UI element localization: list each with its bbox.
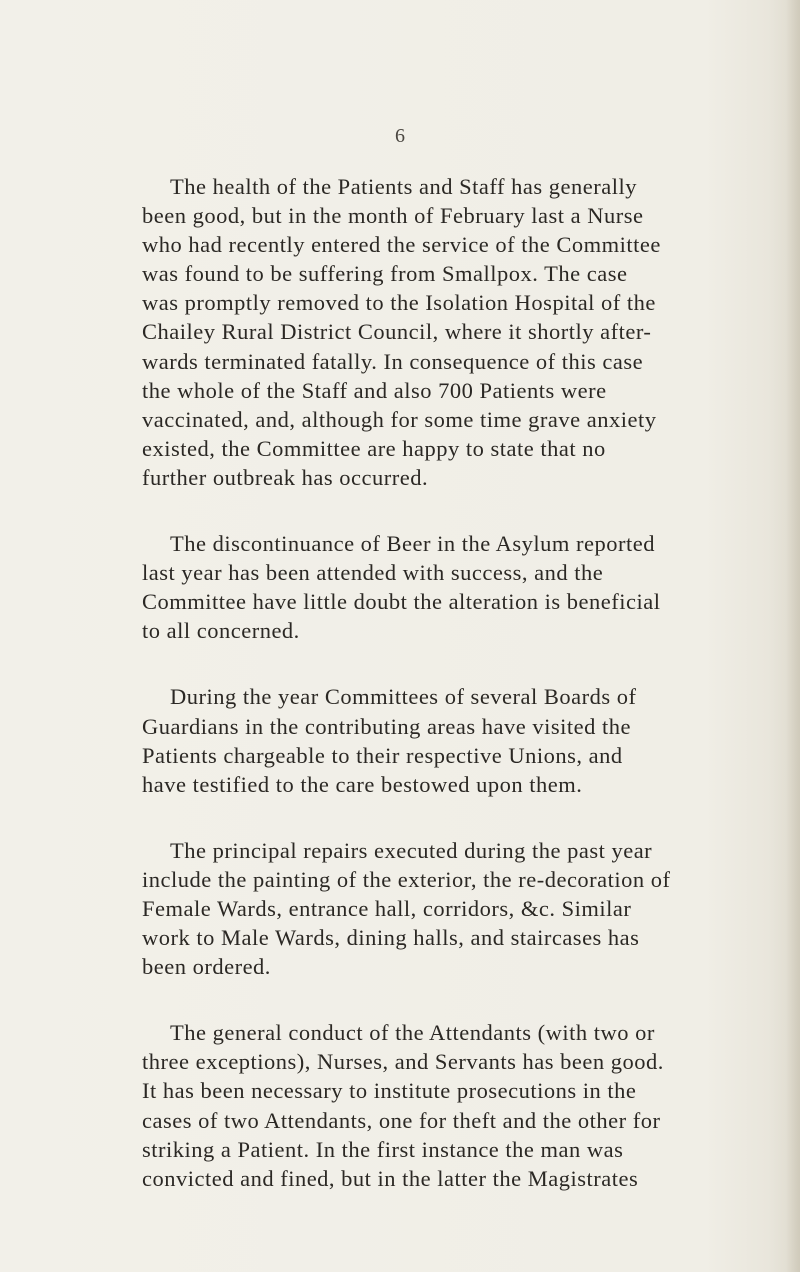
text-line: include the painting of the exterior, the re-decoration of xyxy=(142,866,671,892)
text-line: the whole of the Staff and also 700 Patients were xyxy=(142,377,607,403)
text-line: was promptly removed to the Isolation Hospital of the xyxy=(142,290,656,316)
paragraph-beer xyxy=(142,529,730,645)
paragraph-repairs xyxy=(142,836,730,981)
text-line: been good, but in the month of February last a Nurse xyxy=(142,203,644,229)
text-line: work to Male Wards, dining halls, and staircases has xyxy=(142,925,640,951)
text-line: During the year Committees of several Boards of xyxy=(170,684,637,710)
text-line: Patients chargeable to their respective Unions, and xyxy=(142,742,623,768)
text-line: Committee have little doubt the alteration is beneficial xyxy=(142,589,661,615)
page-edge-shadow xyxy=(786,0,800,1272)
text-line: Female Wards, entrance hall, corridors, &c. Similar xyxy=(142,895,632,921)
text-line: three exceptions), Nurses, and Servants has been good. xyxy=(142,1049,664,1075)
text-line: was found to be suffering from Smallpox. The case xyxy=(142,261,628,287)
paragraph-conduct xyxy=(142,1018,730,1193)
text-line: Guardians in the contributing areas have visited the xyxy=(142,713,631,739)
body-text xyxy=(142,172,730,1230)
text-line: striking a Patient. In the first instance the man was xyxy=(142,1136,624,1162)
text-line: It has been necessary to institute prosecutions in the xyxy=(142,1078,637,1104)
text-line: Chailey Rural District Council, where it shortly after- xyxy=(142,319,652,345)
text-line: wards terminated fatally. In consequence of this case xyxy=(142,348,644,374)
text-line: who had recently entered the service of the Committee xyxy=(142,232,661,258)
text-line: The discontinuance of Beer in the Asylum reported xyxy=(170,531,655,557)
text-line: to all concerned. xyxy=(142,618,300,644)
text-line: vaccinated, and, although for some time grave anxiety xyxy=(142,406,657,432)
page-number: 6 xyxy=(395,125,405,147)
text-line: further outbreak has occurred. xyxy=(142,464,429,490)
text-line: existed, the Committee are happy to state that no xyxy=(142,435,606,461)
paragraph-guardians xyxy=(142,682,730,798)
text-line: convicted and fined, but in the latter the Magistrates xyxy=(142,1165,639,1191)
text-line: The principal repairs executed during the past year xyxy=(170,837,653,863)
text-line: The general conduct of the Attendants (with two or xyxy=(170,1020,655,1046)
paragraph-health xyxy=(142,172,730,492)
text-line: have testified to the care bestowed upon them. xyxy=(142,771,583,797)
text-line: cases of two Attendants, one for theft and the other for xyxy=(142,1107,661,1133)
text-line: The health of the Patients and Staff has generally xyxy=(170,174,637,199)
text-line: been ordered. xyxy=(142,954,271,980)
text-line: last year has been attended with success, and the xyxy=(142,560,604,586)
